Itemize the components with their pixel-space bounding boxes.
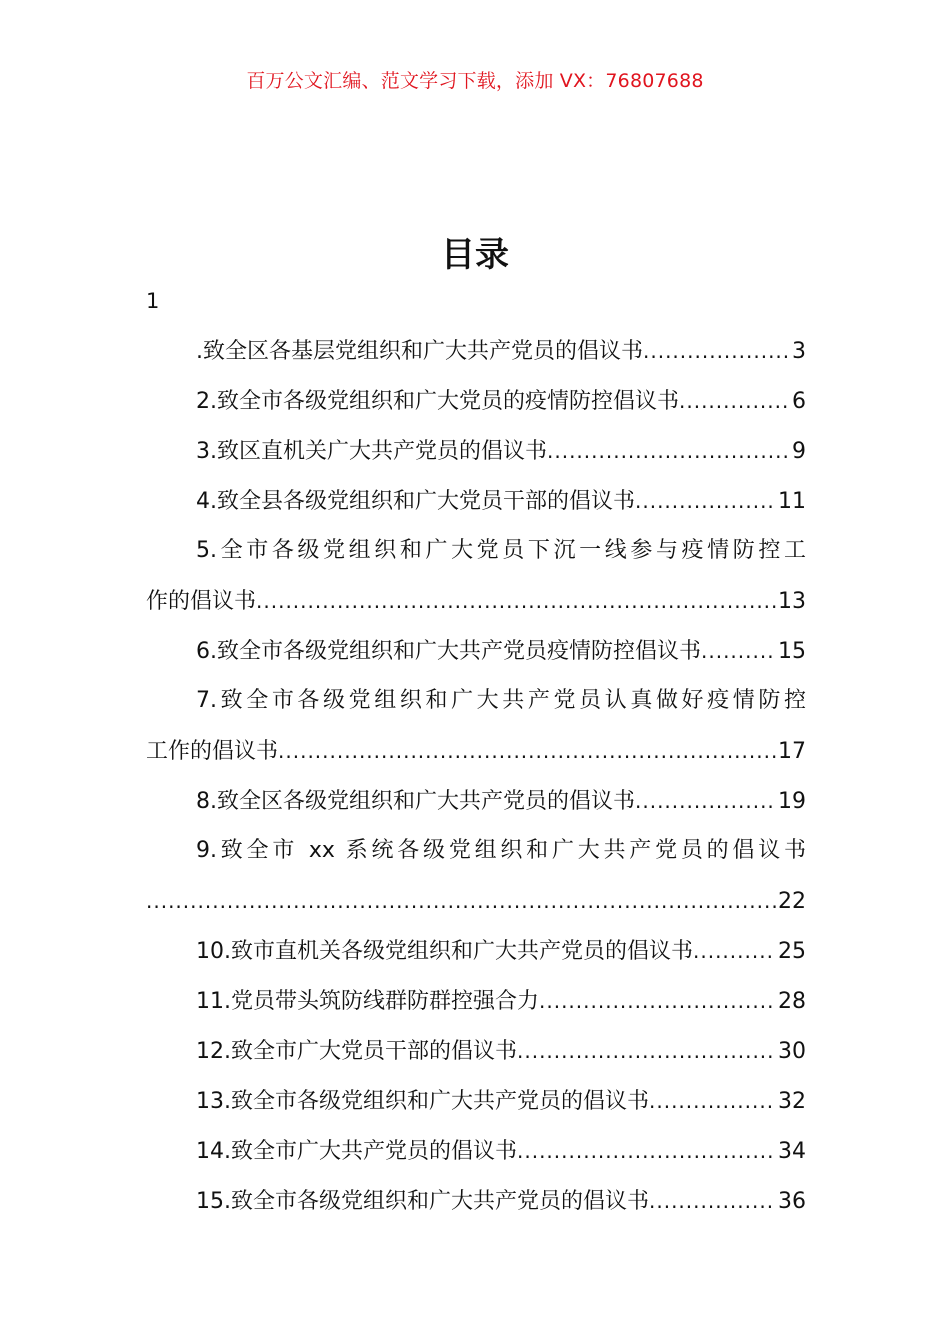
toc-entry-title: 15.致全市各级党组织和广大共产党员的倡议书	[196, 1189, 649, 1214]
toc-entry-title: 2.致全市各级党组织和广大党员的疫情防控倡议书	[196, 389, 679, 414]
toc-entry-title: 3.致区直机关广大共产党员的倡议书	[196, 439, 547, 464]
toc-page-number: 3	[792, 339, 806, 364]
toc-page-number: 6	[792, 389, 806, 414]
toc-page-number: 34	[778, 1139, 806, 1164]
toc-page-number: 19	[778, 789, 806, 814]
dot-leader	[679, 376, 790, 426]
header-contact-note: 百万公文汇编、范文学习下载，添加 VX：76807688	[246, 70, 704, 92]
toc-page-number: 17	[778, 739, 806, 764]
toc-entry-title: 14.致全市广大共产党员的倡议书	[196, 1139, 517, 1164]
dot-leader	[517, 1026, 776, 1076]
toc-entry-5[interactable]	[146, 526, 806, 626]
toc-entry-7[interactable]	[146, 676, 806, 776]
toc-entry-title: 6.致全市各级党组织和广大共产党员疫情防控倡议书	[196, 639, 701, 664]
toc-entry-10[interactable]	[146, 926, 806, 976]
toc-entry-1[interactable]	[146, 326, 806, 376]
toc-entry-title-cont: 作的倡议书	[146, 589, 257, 614]
toc-page-number: 22	[778, 889, 806, 914]
stray-number: 1	[146, 289, 160, 313]
toc-entry-title: 13.致全市各级党组织和广大共产党员的倡议书	[196, 1089, 649, 1114]
toc-entry-2[interactable]	[146, 376, 806, 426]
page-title: 目录	[441, 235, 509, 275]
toc-page-number: 28	[778, 989, 806, 1014]
toc-page-number: 9	[792, 439, 806, 464]
toc-page-number: 25	[778, 939, 806, 964]
dot-leader	[278, 726, 776, 776]
toc-entry-title: 11.党员带头筑防线群防群控强合力	[196, 989, 539, 1014]
toc-entry-title: .致全区各基层党组织和广大共产党员的倡议书	[196, 339, 643, 364]
toc-entry-11[interactable]	[146, 976, 806, 1026]
table-of-contents	[146, 326, 806, 1226]
toc-entry-14[interactable]	[146, 1126, 806, 1176]
toc-entry-9[interactable]	[146, 826, 806, 926]
toc-entry-8[interactable]	[146, 776, 806, 826]
toc-entry-title: 9.致全市 xx 系统各级党组织和广大共产党员的倡议书	[196, 838, 806, 863]
toc-entry-6[interactable]	[146, 626, 806, 676]
toc-entry-title: 10.致市直机关各级党组织和广大共产党员的倡议书	[196, 939, 693, 964]
toc-page-number: 30	[778, 1039, 806, 1064]
dot-leader	[643, 326, 790, 376]
dot-leader	[517, 1126, 776, 1176]
dot-leader	[649, 1176, 776, 1226]
dot-leader	[635, 776, 776, 826]
dot-leader	[547, 426, 790, 476]
toc-entry-title-cont: 工作的倡议书	[146, 739, 279, 764]
toc-entry-title: 8.致全区各级党组织和广大共产党员的倡议书	[196, 789, 635, 814]
toc-entry-title: 4.致全县各级党组织和广大党员干部的倡议书	[196, 489, 635, 514]
toc-entry-title: 5.全市各级党组织和广大党员下沉一线参与疫情防控工	[196, 538, 806, 563]
dot-leader	[649, 1076, 776, 1126]
toc-entry-title: 7.致全市各级党组织和广大共产党员认真做好疫情防控	[196, 688, 806, 713]
toc-entry-3[interactable]	[146, 426, 806, 476]
toc-page-number: 13	[778, 589, 806, 614]
dot-leader	[539, 976, 776, 1026]
toc-page-number: 36	[778, 1189, 806, 1214]
dot-leader	[635, 476, 776, 526]
toc-entry-12[interactable]	[146, 1026, 806, 1076]
toc-page-number: 32	[778, 1089, 806, 1114]
dot-leader	[256, 576, 776, 626]
toc-entry-13[interactable]	[146, 1076, 806, 1126]
toc-page-number: 11	[778, 489, 806, 514]
dot-leader	[146, 876, 776, 926]
toc-entry-15[interactable]	[146, 1176, 806, 1226]
toc-entry-title: 12.致全市广大党员干部的倡议书	[196, 1039, 517, 1064]
toc-entry-4[interactable]	[146, 476, 806, 526]
dot-leader	[693, 926, 776, 976]
dot-leader	[701, 626, 776, 676]
toc-page-number: 15	[778, 639, 806, 664]
